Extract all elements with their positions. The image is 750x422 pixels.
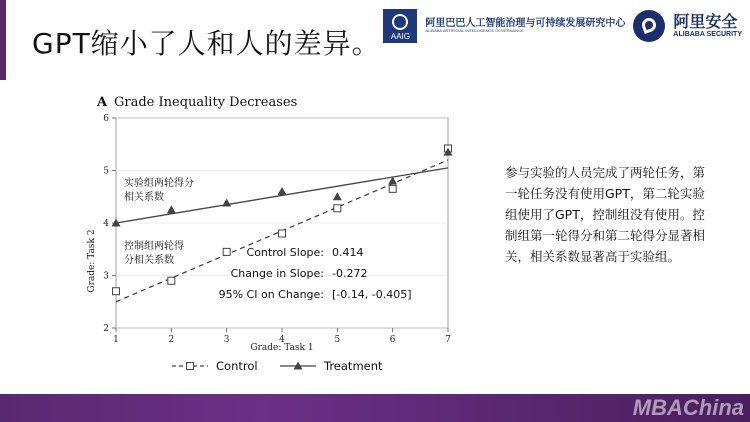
x-tick-label: 5 [334, 335, 341, 345]
control-annotation-line2: 分相关系数 [124, 255, 174, 266]
description-text: 参与实验的人员完成了两轮任务，第一轮任务没有使用GPT，第二轮实验组使用了GPT，控制组没有使用。控制组第一轮得分和第二轮得分显著相关，相关系数显著高于实验组。 [505, 165, 706, 264]
control-point [113, 288, 120, 295]
treatment-point [333, 192, 342, 200]
x-axis-label: Grade: Task 1 [250, 343, 314, 353]
control-point [223, 248, 230, 255]
y-tick-label: 6 [103, 114, 109, 124]
slide-title: GPT缩小了人和人的差异。 [32, 27, 381, 60]
aaig-logo-text [425, 18, 625, 33]
alibaba-security-chinese-name: 阿里安全 [673, 11, 738, 31]
aaig-logo-icon [383, 9, 417, 43]
control-point [279, 230, 286, 237]
alibaba-security-english-name: ALIBABA SECURITY [673, 30, 742, 38]
logo-group [383, 8, 742, 44]
control-point [168, 277, 175, 284]
y-tick-label: 4 [103, 219, 109, 229]
stat-ci-value: [-0.14, -0.405] [332, 288, 412, 301]
stat-control-slope-value: 0.414 [332, 246, 364, 259]
treatment-point [222, 199, 231, 207]
scatter-chart [80, 88, 460, 388]
treatment-fit-line [116, 168, 448, 223]
control-annotation-line1: 控制组两轮得 [124, 241, 184, 252]
treatment-annotation-line1: 实验组两轮得分 [124, 178, 194, 189]
treatment-point [278, 187, 287, 195]
chart-title: Grade Inequality Decreases [114, 95, 298, 110]
stat-change-slope-label: Change in Slope: [230, 267, 324, 280]
stat-change-slope-value: -0.272 [332, 267, 368, 280]
aaig-mark-text: AAIG [390, 32, 410, 41]
x-tick-label: 7 [445, 335, 451, 345]
alibaba-security-logo-icon [633, 10, 665, 42]
watermark: MBAChina [632, 395, 744, 420]
control-point [389, 185, 396, 192]
y-tick-label: 2 [103, 324, 109, 334]
x-tick-label: 6 [389, 335, 396, 345]
stat-control-slope-label: Control Slope: [246, 246, 324, 259]
x-tick-label: 1 [113, 335, 119, 345]
y-tick-label: 3 [103, 271, 109, 282]
alibaba-security-logo-text [673, 11, 742, 38]
aaig-english-name: ALIBABA ARTIFICIAL INTELLIGENCE GOVERNANCE [425, 28, 524, 34]
accent-bar [0, 0, 6, 80]
y-tick-label: 5 [103, 166, 109, 177]
legend-treatment-label: Treatment [324, 359, 383, 373]
chart-area [80, 88, 460, 388]
x-tick-label: 2 [168, 335, 175, 345]
treatment-annotation-line2: 相关系数 [124, 192, 164, 203]
chart-legend [172, 359, 383, 373]
treatment-point [167, 205, 176, 213]
chart-panel-label: A [97, 95, 108, 110]
control-point [334, 205, 341, 212]
axis-ticks [103, 114, 451, 345]
aaig-chinese-name: 阿里巴巴人工智能治理与可持续发展研究中心 [425, 18, 626, 30]
legend-control-label: Control [216, 359, 258, 373]
stat-ci-label: 95% CI on Change: [218, 288, 324, 301]
x-tick-label: 4 [279, 335, 285, 345]
y-axis-label: Grade: Task 2 [87, 229, 97, 293]
x-tick-label: 3 [223, 335, 230, 345]
footer-band [0, 394, 750, 422]
legend-control-marker [187, 363, 194, 370]
